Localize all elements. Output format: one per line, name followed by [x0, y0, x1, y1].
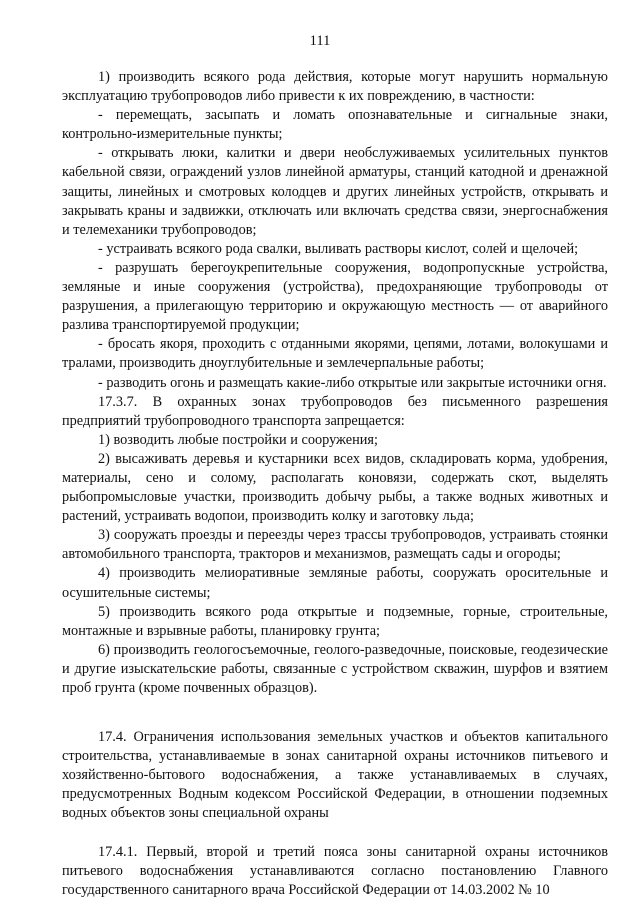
paragraph: 3) сооружать проезды и переезды через трассы трубопроводов, устраивать стоянки автомобильного транспорта, тракторов и механизмов, размещать сады и огороды;: [62, 527, 608, 563]
paragraph: 5) производить всякого рода открытые и подземные, горные, строительные, монтажные и взрывные работы, планировку грунта;: [62, 603, 608, 639]
paragraph: 17.4.1. Первый, второй и третий пояса зоны санитарной охраны источников питьевого водоснабжения устанавливаются согласно постановлению Главного государственного санитарного врача Российской Федерации от 14.03.2002 № 10: [62, 843, 608, 898]
paragraph: - открывать люки, калитки и двери необслуживаемых усилительных пунктов кабельной связи, ограждений узлов линейной арматуры, станций катодной и дренажной защиты, линейных и смотровых колодцев и других линейных устройств, открывать и закрывать краны и задвижки, отключать или включать средства связи, энергоснабжения и телемеханики трубопроводов;: [62, 145, 608, 238]
paragraph: - разрушать берегоукрепительные сооружения, водопропускные устройства, земляные и иные сооружения (устройства), предохраняющие трубопроводы от разрушения, а прилегающую территорию и окружающую местность — от аварийного разлива транспортируемой продукции;: [62, 259, 608, 334]
paragraph: - разводить огонь и размещать какие-либо открытые или закрытые источники огня.: [98, 374, 607, 391]
paragraph: 17.3.7. В охранных зонах трубопроводов без письменного разрешения предприятий трубопроводного транспорта запрещается:: [62, 393, 608, 429]
paragraph: - бросать якоря, проходить с отданными якорями, цепями, лотами, волокушами и тралами, производить дноуглубительные и землечерпальные работы;: [62, 336, 608, 372]
page-number: 111: [309, 33, 331, 49]
paragraph: - перемещать, засыпать и ломать опознавательные и сигнальные знаки, контрольно-измерительные пункты;: [62, 107, 608, 143]
paragraph: - устраивать всякого рода свалки, выливать растворы кислот, солей и щелочей;: [98, 240, 579, 257]
paragraph: 2) высаживать деревья и кустарники всех видов, складировать корма, удобрения, материалы, сено и солому, располагать коновязи, содержать скот, выделять рыбопромысловые участки, производить добычу рыбы, а также водных животных и растений, устраивать водопои, производить колку и заготовку льда;: [62, 450, 608, 525]
document-body: [62, 68, 608, 900]
paragraph: 1) возводить любые постройки и сооружения;: [98, 431, 378, 448]
paragraph: 4) производить мелиоративные земляные работы, сооружать оросительные и осушительные системы;: [62, 565, 608, 601]
section-heading: 17.4. Ограничения использования земельных участков и объектов капитального строительства, устанавливаемые в зонах санитарной охраны источников питьевого и хозяйственно-бытового водоснабжения, а также устанавливаемых в случаях, предусмотренных Водным кодексом Российской Федерации, в отношении подземных водных объектов зоны специальной охраны: [62, 729, 608, 822]
paragraph: 6) производить геологосъемочные, геолого-разведочные, поисковые, геодезические и другие изыскательские работы, связанные с устройством скважин, шурфов и взятием проб грунта (кроме почвенных образцов).: [62, 641, 608, 696]
paragraph: 1) производить всякого рода действия, которые могут нарушить нормальную эксплуатацию трубопроводов либо привести к их повреждению, в частности:: [62, 69, 608, 105]
